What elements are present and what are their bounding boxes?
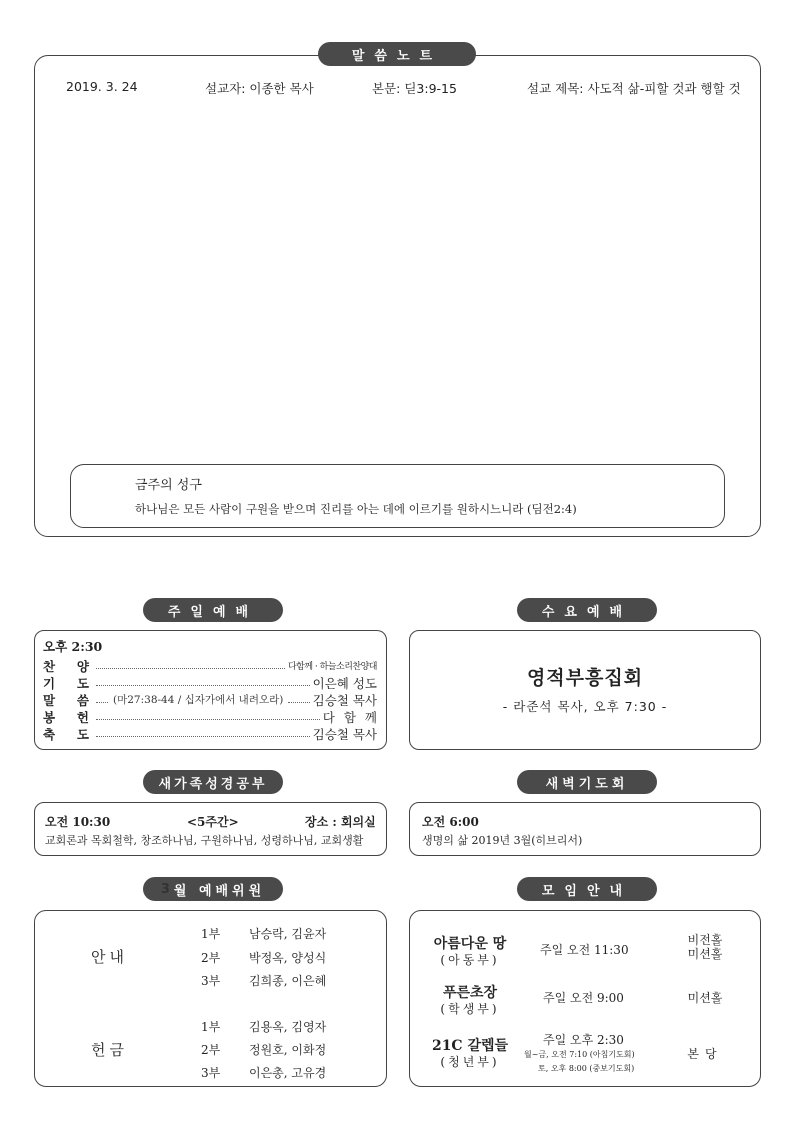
revival-event-detail: - 라준석 목사, 오후 7:30 - xyxy=(502,699,668,714)
worship-order-label: 찬 양 xyxy=(43,658,89,674)
meeting-place: 본당 xyxy=(687,1047,723,1061)
meetings-title-text: 모임안내 xyxy=(541,883,633,899)
worship-order-label: 기 도 xyxy=(43,675,89,691)
sermon-preacher: 설교자: 이종한 목사 xyxy=(205,81,314,96)
worship-order-scripture: (마27:38-44 / 십자가에서 내려오라) xyxy=(113,694,284,706)
weekly-verse-box xyxy=(70,464,725,528)
sunday-worship-title-text: 주일예배 xyxy=(167,604,259,620)
sunday-worship-title xyxy=(143,598,283,622)
meeting-time: 주일 오전 9:00 xyxy=(543,991,624,1005)
dotted-leader xyxy=(96,719,320,720)
sunday-worship-box xyxy=(34,630,387,750)
wednesday-worship-box xyxy=(409,630,761,750)
worship-order-value: 김승철 목사 xyxy=(312,726,377,742)
dawn-prayer-time: 오전 6:00 xyxy=(422,815,479,829)
sermon-passage: 본문: 딛3:9-15 xyxy=(372,81,457,96)
meeting-dept: (아동부) xyxy=(440,953,500,967)
meeting-time: 주일 오후 2:30 xyxy=(543,1033,624,1047)
worship-order-value: 다함께 · 하늘소리찬양대 xyxy=(287,662,377,672)
sunday-worship-time: 오후 2:30 xyxy=(43,639,103,654)
bible-study-time: 오전 10:30 xyxy=(45,815,111,829)
committee-names: 남승락, 김윤자 xyxy=(249,927,327,941)
family-bible-study-box xyxy=(34,802,387,856)
weekly-verse-text: 하나님은 모든 사람이 구원을 받으며 진리를 아는 데에 이르기를 원하시느니라 (딤전2:4) xyxy=(135,502,577,516)
committee-box xyxy=(34,910,387,1087)
worship-order-value: 김승철 목사 xyxy=(312,692,377,708)
sermon-note-title xyxy=(318,42,476,66)
family-bible-study-title xyxy=(143,770,283,794)
committee-names: 김희종, 이은혜 xyxy=(249,974,327,988)
sermon-title: 설교 제목: 사도적 삶-피할 것과 행할 것 xyxy=(527,81,741,96)
weekly-verse-heading: 금주의 성구 xyxy=(135,478,202,493)
dotted-leader xyxy=(96,702,108,703)
family-bible-study-title-text: 새가족성경공부 xyxy=(158,776,268,792)
bible-study-topics: 교회론과 목회철학, 창조하나님, 구원하나님, 성령하나님, 교회생활 xyxy=(45,834,364,847)
worship-order-row xyxy=(43,674,377,691)
dawn-prayer-text: 생명의 삶 2019년 3월(히브리서) xyxy=(422,834,583,847)
committee-names: 김용옥, 김영자 xyxy=(249,1020,327,1034)
worship-order-value: 이은혜 성도 xyxy=(312,675,377,691)
meeting-name: 21C 갈렙들 xyxy=(431,1038,509,1054)
committee-part: 3부 xyxy=(201,974,221,988)
committee-part: 2부 xyxy=(201,1043,221,1057)
dawn-prayer-title xyxy=(517,770,657,794)
committee-part: 1부 xyxy=(201,1020,221,1034)
sermon-date: 2019. 3. 24 xyxy=(66,79,138,94)
worship-order-label: 말 씀 xyxy=(43,692,89,708)
dawn-prayer-box xyxy=(409,802,761,856)
committee-part: 3부 xyxy=(201,1066,221,1080)
committee-part: 1부 xyxy=(201,927,221,941)
dotted-leader xyxy=(96,685,310,686)
worship-order-row xyxy=(43,725,377,742)
worship-order-label: 봉 헌 xyxy=(43,709,89,725)
meeting-dept: (청년부) xyxy=(440,1055,500,1069)
meeting-name: 푸른초장 xyxy=(442,985,498,1001)
dotted-leader xyxy=(96,668,285,669)
dotted-leader xyxy=(96,736,310,737)
dotted-leader xyxy=(288,702,309,703)
meeting-time: 주일 오전 11:30 xyxy=(540,943,629,957)
wednesday-worship-title-text: 수요예배 xyxy=(541,604,633,620)
bible-study-place: 장소 : 회의실 xyxy=(305,815,376,829)
meeting-name: 아름다운 땅 xyxy=(433,936,507,952)
revival-event-title: 영적부흥집회 xyxy=(526,667,644,689)
committee-names: 정원호, 이화정 xyxy=(249,1043,327,1057)
offering-label: 헌금 xyxy=(91,1041,128,1059)
usher-label: 안내 xyxy=(91,948,128,966)
wednesday-worship-title xyxy=(517,598,657,622)
meeting-time-extra: 월~금, 오전 7:10 (아침기도회) xyxy=(524,1050,635,1059)
meeting-time-extra: 토, 오후 8:00 (중보기도회) xyxy=(538,1064,635,1073)
meeting-dept: (학생부) xyxy=(440,1002,500,1016)
worship-order-row xyxy=(43,708,386,725)
worship-order-label: 축 도 xyxy=(43,726,89,742)
committee-month: 3 xyxy=(160,881,174,897)
meetings-box xyxy=(409,910,761,1087)
committee-part: 2부 xyxy=(201,951,221,965)
committee-title xyxy=(143,877,283,901)
worship-order-row xyxy=(43,691,377,708)
committee-names: 이은총, 고유경 xyxy=(249,1066,327,1080)
meeting-place: 비전홀 미션홀 xyxy=(687,933,723,961)
committee-title-text: 월 예배위원 xyxy=(173,883,266,899)
committee-names: 박정옥, 양성식 xyxy=(249,951,327,965)
meeting-place: 미션홀 xyxy=(687,991,723,1005)
meetings-title xyxy=(517,877,657,901)
worship-order-row xyxy=(43,657,377,674)
worship-order-value: 다함께 xyxy=(322,709,386,725)
dawn-prayer-title-text: 새벽기도회 xyxy=(545,776,629,792)
sermon-note-title-text: 말씀노트 xyxy=(351,48,443,64)
bible-study-duration: <5주간> xyxy=(187,815,239,829)
